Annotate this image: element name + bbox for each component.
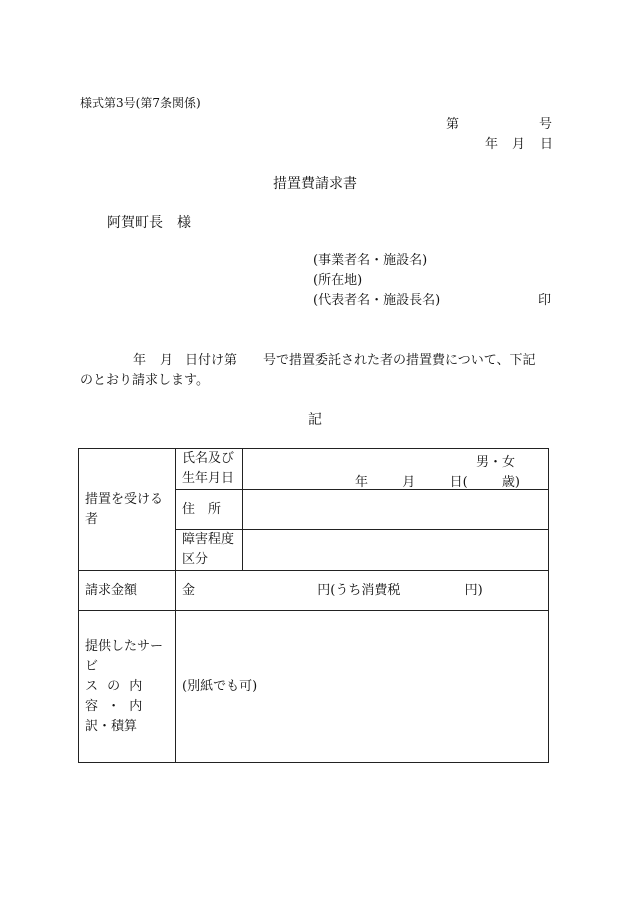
dob-year: 年 (354, 475, 368, 490)
name-dob-field[interactable] (243, 449, 549, 490)
dob-field (355, 473, 520, 493)
sender-business-name: (事業者名・施設名) (313, 253, 428, 268)
amount-label: 請求金額 (79, 571, 176, 611)
services-label (79, 611, 176, 763)
disability-label-line2: 区分 (182, 552, 209, 567)
body-month: 月 (160, 353, 174, 368)
table-row (79, 611, 549, 763)
dob-age: 歳) (501, 475, 520, 490)
disability-label-line1: 障害程度 (182, 532, 235, 547)
amount-prefix: 金 (182, 582, 196, 598)
gender-options[interactable]: 男・女 (475, 455, 515, 470)
table-row (79, 449, 549, 490)
table-row (79, 571, 549, 611)
amount-tax-yen: 円) (464, 582, 483, 598)
addressee: 阿賀町長 様 (107, 215, 191, 231)
body-year: 年 (133, 353, 147, 368)
recipient-label: 措置を受ける者 (79, 449, 176, 571)
ki-heading: 記 (308, 412, 322, 428)
date-day: 日 (540, 137, 554, 152)
date-month: 月 (512, 137, 526, 152)
dob-day: 日( (449, 475, 468, 490)
document-number-suffix: 号 (539, 117, 553, 132)
address-label: 住 所 (176, 490, 243, 530)
document-title: 措置費請求書 (273, 176, 357, 192)
seal-mark: 印 (538, 293, 552, 308)
body-text-line1: 日付け第 号で措置委託された者の措置費について、下記 (185, 353, 536, 368)
form-number: 様式第3号(第7条関係) (80, 96, 201, 110)
sender-representative: (代表者名・施設長名) (313, 293, 441, 308)
services-note: (別紙でも可) (182, 678, 258, 694)
sender-address: (所在地) (313, 273, 363, 288)
address-field[interactable] (243, 490, 549, 530)
document-number-prefix: 第 (446, 117, 460, 132)
services-label-line3: 訳・積算 (85, 718, 138, 734)
amount-field[interactable] (176, 571, 549, 611)
services-label-line1: 提供したサービ (85, 638, 164, 674)
dob-month: 月 (402, 475, 416, 490)
date-year: 年 (485, 137, 499, 152)
services-label-line2: スの内容・内 (85, 678, 152, 714)
amount-yen: 円(うち消費税 (317, 582, 401, 598)
disability-field[interactable] (243, 530, 549, 571)
name-dob-label (176, 449, 243, 490)
name-label-line1: 氏名及び (182, 451, 235, 466)
claim-table (78, 448, 549, 763)
services-field[interactable] (176, 611, 549, 763)
disability-label (176, 530, 243, 571)
body-text-line2: のとおり請求します。 (80, 373, 209, 388)
name-label-line2: 生年月日 (182, 471, 235, 486)
